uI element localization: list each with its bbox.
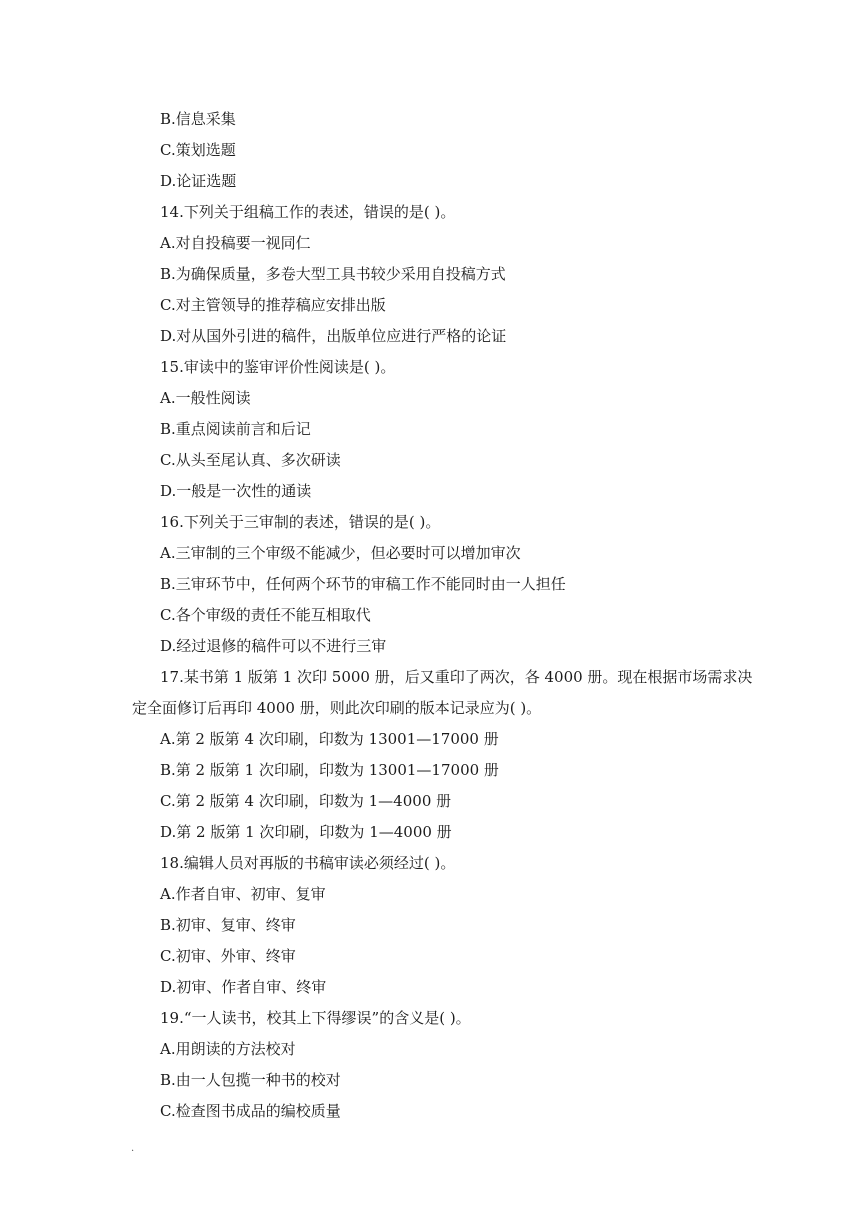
option-line: B.第 2 版第 1 次印刷，印数为 13001—17000 册 [160,761,499,779]
option-line: B.由一人包揽一种书的校对 [160,1071,341,1089]
option-line: D.论证选题 [160,172,237,190]
option-line: D.初审、作者自审、终审 [160,978,327,996]
option-line: C.初审、外审、终审 [160,947,296,965]
question-line: 18.编辑人员对再版的书稿审读必须经过( )。 [160,854,456,872]
option-line: B.三审环节中，任何两个环节的审稿工作不能同时由一人担任 [160,575,566,593]
option-line: D.一般是一次性的通读 [160,482,312,500]
option-line: A.用朗读的方法校对 [160,1040,296,1058]
option-line: A.一般性阅读 [160,389,251,407]
option-line: C.对主管领导的推荐稿应安排出版 [160,296,386,314]
option-line: C.检查图书成品的编校质量 [160,1102,341,1120]
option-line: A.作者自审、初审、复审 [160,885,326,903]
question-line: 15.审读中的鉴审评价性阅读是( )。 [160,358,396,376]
question-continuation-line: 定全面修订后再印 4000 册，则此次印刷的版本记录应为( )。 [132,699,542,717]
option-line: C.第 2 版第 4 次印刷，印数为 1—4000 册 [160,792,452,810]
option-line: B.为确保质量，多卷大型工具书较少采用自投稿方式 [160,265,506,283]
document-body [132,104,764,1127]
option-line: B.重点阅读前言和后记 [160,420,311,438]
option-line: D.经过退修的稿件可以不进行三审 [160,637,387,655]
option-line: C.各个审级的责任不能互相取代 [160,606,371,624]
option-line: B.初审、复审、终审 [160,916,296,934]
option-line: C.从头至尾认真、多次研读 [160,451,341,469]
question-line: 14.下列关于组稿工作的表述，错误的是( )。 [160,203,456,221]
option-line: A.对自投稿要一视同仁 [160,234,311,252]
option-line: A.第 2 版第 4 次印刷，印数为 13001—17000 册 [160,730,499,748]
question-line: 17.某书第 1 版第 1 次印 5000 册，后又重印了两次，各 4000 册。现在根据市场需求决 [160,668,753,686]
footer-mark: . [131,1143,135,1154]
option-line: D.对从国外引进的稿件，出版单位应进行严格的论证 [160,327,507,345]
question-line: 19.“一人读书，校其上下得缪误”的含义是( )。 [160,1009,471,1027]
option-line: D.第 2 版第 1 次印刷，印数为 1—4000 册 [160,823,452,841]
option-line: C.策划选题 [160,141,236,159]
question-line: 16.下列关于三审制的表述，错误的是( )。 [160,513,441,531]
option-line: A.三审制的三个审级不能减少，但必要时可以增加审次 [160,544,521,562]
option-line: B.信息采集 [160,110,236,128]
